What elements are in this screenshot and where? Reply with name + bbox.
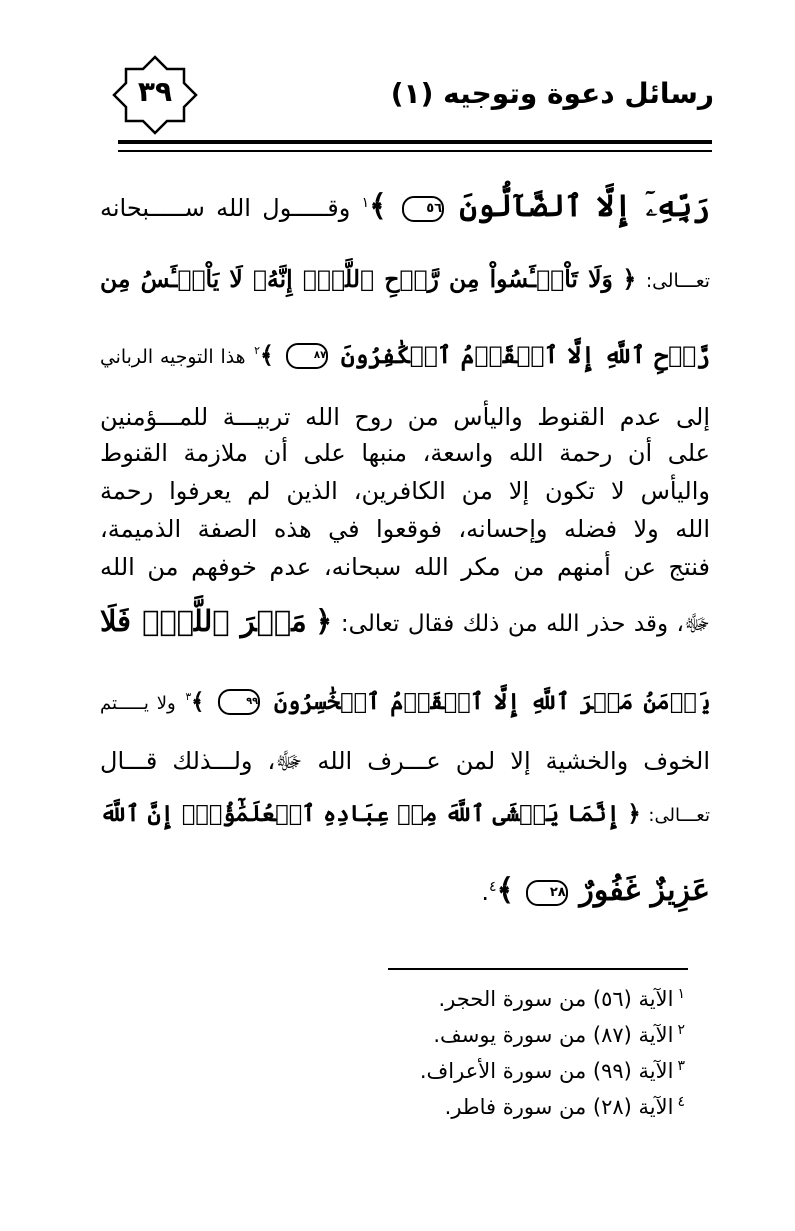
- body-line-2: [100, 262, 710, 299]
- body-line-11: الخوف والخشية إلا لمن عـــرف الله ﷻ، ولـــذلك قـــال: [100, 747, 710, 775]
- body-line-3: [100, 334, 710, 375]
- footnote-text: الآية (٨٧) من سورة يوسف.: [433, 1023, 674, 1047]
- quran-text: عَزِيزٌ غَفُورٌ: [579, 873, 710, 908]
- body-line-9: [100, 604, 710, 641]
- footnote-number: ٤: [677, 1094, 685, 1110]
- verse-number-marker: ٥٦: [402, 196, 444, 222]
- body-text: تعـــالى:: [645, 271, 710, 292]
- body-line-7: الله ولا فضله وإحسانه، فوقعوا في هذه الصفة الذميمة،: [100, 515, 710, 543]
- page-number: ٣٩: [137, 75, 173, 108]
- header-rule-thin: [118, 150, 712, 152]
- quote-close-bracket: ﴾: [369, 189, 387, 224]
- body-line-5: على أن رحمة الله واسعة، منبها على أن ملازمة القنوط: [100, 439, 710, 467]
- footnote-number: ٢: [677, 1022, 685, 1038]
- quran-text: إِنَّمَا يَخۡشَى ٱللَّهَ مِنۡ عِبَادِهِ ٱلۡعُلَمَٰٓؤُاْۗ إِنَّ ٱللَّهَ: [100, 801, 620, 827]
- body-text: ولا يـــــتم: [100, 693, 176, 714]
- body-line-12: [100, 796, 710, 833]
- quote-open-bracket: ﴿: [622, 265, 637, 293]
- quran-text: رَبِّهِۦٓ إِلَّا ٱلضَّآلُّونَ: [459, 189, 710, 224]
- body-text: ﷻ، وقد حذر الله من ذلك فقال تعالى:: [340, 611, 710, 637]
- body-text: تعـــالى:: [648, 805, 710, 826]
- footnote-ref: ٤: [488, 879, 497, 895]
- running-title: رسائل دعوة وتوجيه (١): [390, 77, 714, 110]
- quran-text: رَّوۡحِ ٱللَّهِ إِلَّا ٱلۡقَوۡمُ ٱلۡكَٰفِرُونَ: [340, 341, 710, 369]
- page-number-badge: [110, 55, 200, 135]
- body-line-10: [100, 680, 710, 721]
- footnote-ref: ٣: [185, 691, 192, 703]
- quran-text: وَلَا تَاْيۡـَٔسُواْ مِن رَّوۡحِ ٱللَّهِۖ إِنَّهُۥ لَا يَاْيۡـَٔسُ مِن: [100, 265, 613, 293]
- body-text: هذا التوجيه الرباني: [100, 347, 246, 368]
- header-rule-thick: [118, 140, 712, 144]
- quote-close-bracket: ﴾: [496, 873, 515, 908]
- body-line-6: واليأس لا تكون إلا من الكافرين، الذين لم يعرفوا رحمة: [100, 477, 710, 505]
- body-text: وقـــــول الله ســـــبحانه: [100, 194, 351, 222]
- body-line-1: [100, 186, 710, 225]
- quote-close-bracket: ﴾: [191, 689, 205, 715]
- footnote-text: الآية (٢٨) من سورة فاطر.: [444, 1095, 674, 1119]
- quote-open-bracket: ﴿: [627, 801, 641, 827]
- body-line-8: فنتج عن أمنهم من مكر الله سبحانه، عدم خوفهم من الله: [100, 553, 710, 581]
- verse-number-marker: ٨٧: [286, 343, 328, 369]
- footnote-1: [438, 986, 685, 1011]
- footnote-text: الآية (٥٦) من سورة الحجر.: [438, 987, 674, 1011]
- footnote-text: الآية (٩٩) من سورة الأعراف.: [419, 1059, 674, 1083]
- quote-open-bracket: ﴿: [315, 604, 333, 638]
- footnote-2: [433, 1022, 685, 1047]
- footnote-ref: ١: [361, 195, 370, 211]
- footnote-number: ١: [677, 986, 685, 1002]
- footnote-3: [420, 1058, 685, 1083]
- footnote-ref: ٢: [254, 344, 260, 357]
- footnote-4: [445, 1094, 685, 1119]
- body-line-13: [100, 870, 710, 909]
- footnote-separator: [388, 968, 688, 970]
- verse-number-marker: ٢٨: [526, 880, 568, 906]
- footnote-number: ٣: [677, 1058, 685, 1074]
- quran-text: يَأۡمَنُ مَكۡرَ ٱللَّهِ إِلَّا ٱلۡقَوۡمُ ٱلۡخَٰسِرُونَ: [273, 689, 710, 715]
- quran-text: مَكۡرَ ٱللَّهِۚ فَلَا: [100, 604, 307, 638]
- quote-close-bracket: ﴾: [259, 341, 274, 369]
- body-line-4: إلى عدم القنوط واليأس من روح الله تربيـــة للمـــؤمنين: [100, 403, 710, 431]
- sentence-end: .: [481, 878, 489, 906]
- verse-number-marker: ٩٩: [218, 689, 260, 715]
- page-header: [100, 55, 720, 140]
